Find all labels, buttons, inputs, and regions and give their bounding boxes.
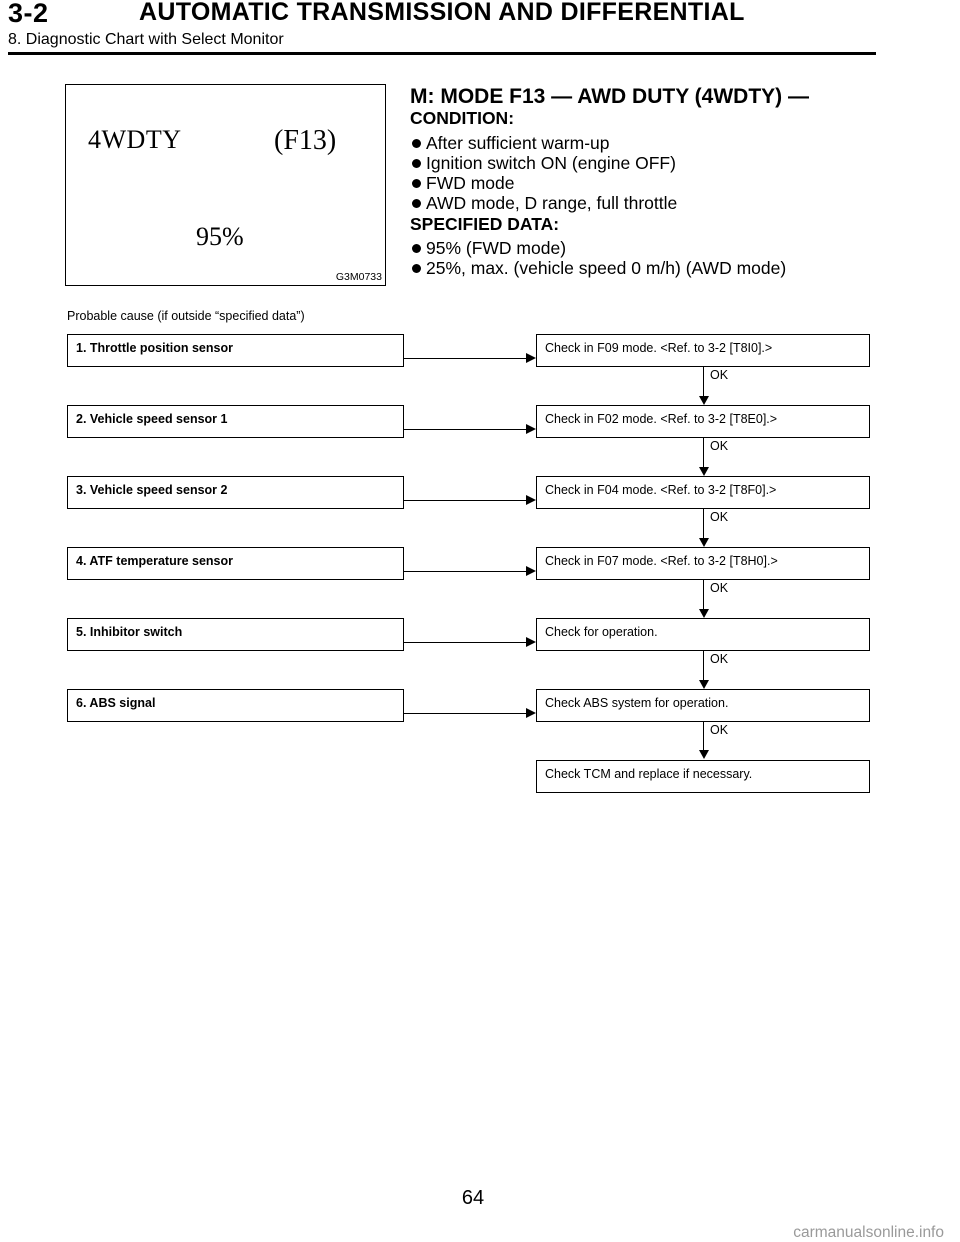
check-box: Check in F04 mode. <Ref. to 3-2 [T8F0].> xyxy=(536,476,870,509)
ok-label: OK xyxy=(710,652,729,666)
arrow-down-icon xyxy=(699,538,709,547)
cause-box: 4. ATF temperature sensor xyxy=(67,547,404,580)
check-box: Check for operation. xyxy=(536,618,870,651)
arrow-right-icon xyxy=(526,566,536,576)
arrow-right-icon xyxy=(526,708,536,718)
bullet-icon xyxy=(412,179,421,188)
list-item: AWD mode, D range, full throttle xyxy=(410,193,677,213)
section-title: AUTOMATIC TRANSMISSION AND DIFFERENTIAL xyxy=(139,0,745,26)
figure-id: G3M0733 xyxy=(335,271,382,283)
arrow-down-icon xyxy=(699,680,709,689)
arrow-down-icon xyxy=(699,396,709,405)
arrow-right-icon xyxy=(526,495,536,505)
cause-box: 6. ABS signal xyxy=(67,689,404,722)
display-value: 95% xyxy=(196,222,244,251)
connector-line xyxy=(703,651,704,681)
arrow-down-icon xyxy=(699,467,709,476)
monitor-display-figure xyxy=(65,84,386,286)
check-box: Check ABS system for operation. xyxy=(536,689,870,722)
bullet-icon xyxy=(412,244,421,253)
bullet-icon xyxy=(412,139,421,148)
check-box: Check in F02 mode. <Ref. to 3-2 [T8E0].> xyxy=(536,405,870,438)
bullet-icon xyxy=(412,264,421,273)
connector-line xyxy=(703,367,704,397)
cause-box: 3. Vehicle speed sensor 2 xyxy=(67,476,404,509)
arrow-down-icon xyxy=(699,750,709,759)
bullet-icon xyxy=(412,199,421,208)
specified-data-label: SPECIFIED DATA: xyxy=(410,214,560,234)
display-mode-code: (F13) xyxy=(274,125,337,156)
connector-line xyxy=(404,429,526,430)
arrow-right-icon xyxy=(526,353,536,363)
mode-title: M: MODE F13 — AWD DUTY (4WDTY) — xyxy=(410,85,809,108)
connector-line xyxy=(703,509,704,539)
connector-line xyxy=(703,580,704,610)
bullet-icon xyxy=(412,159,421,168)
list-item: FWD mode xyxy=(410,173,677,193)
section-number: 3-2 xyxy=(8,0,49,28)
arrow-right-icon xyxy=(526,637,536,647)
connector-line xyxy=(404,642,526,643)
probable-cause-note: Probable cause (if outside “specified data”) xyxy=(67,309,305,323)
list-item: After sufficient warm-up xyxy=(410,133,677,153)
ok-label: OK xyxy=(710,581,729,595)
check-box: Check in F09 mode. <Ref. to 3-2 [T8I0].> xyxy=(536,334,870,367)
section-subtitle: 8. Diagnostic Chart with Select Monitor xyxy=(8,31,284,48)
connector-line xyxy=(703,438,704,468)
list-item: 25%, max. (vehicle speed 0 m/h) (AWD mode) xyxy=(410,258,786,278)
cause-box: 2. Vehicle speed sensor 1 xyxy=(67,405,404,438)
connector-line xyxy=(404,358,526,359)
display-mode-label: 4WDTY xyxy=(88,125,182,154)
arrow-right-icon xyxy=(526,424,536,434)
ok-label: OK xyxy=(710,439,729,453)
final-check-box: Check TCM and replace if necessary. xyxy=(536,760,870,793)
connector-line xyxy=(404,713,526,714)
specified-data-list xyxy=(410,238,786,278)
page-number: 64 xyxy=(461,1187,485,1209)
list-item: 95% (FWD mode) xyxy=(410,238,786,258)
ok-label: OK xyxy=(710,723,729,737)
connector-line xyxy=(404,500,526,501)
list-item: Ignition switch ON (engine OFF) xyxy=(410,153,677,173)
check-box: Check in F07 mode. <Ref. to 3-2 [T8H0].> xyxy=(536,547,870,580)
connector-line xyxy=(404,571,526,572)
cause-box: 5. Inhibitor switch xyxy=(67,618,404,651)
ok-label: OK xyxy=(710,510,729,524)
condition-list xyxy=(410,133,677,213)
cause-box: 1. Throttle position sensor xyxy=(67,334,404,367)
ok-label: OK xyxy=(710,368,729,382)
condition-label: CONDITION: xyxy=(410,108,515,128)
connector-line xyxy=(703,722,704,751)
header-rule xyxy=(8,52,876,55)
watermark: carmanualsonline.info xyxy=(793,1224,944,1241)
arrow-down-icon xyxy=(699,609,709,618)
